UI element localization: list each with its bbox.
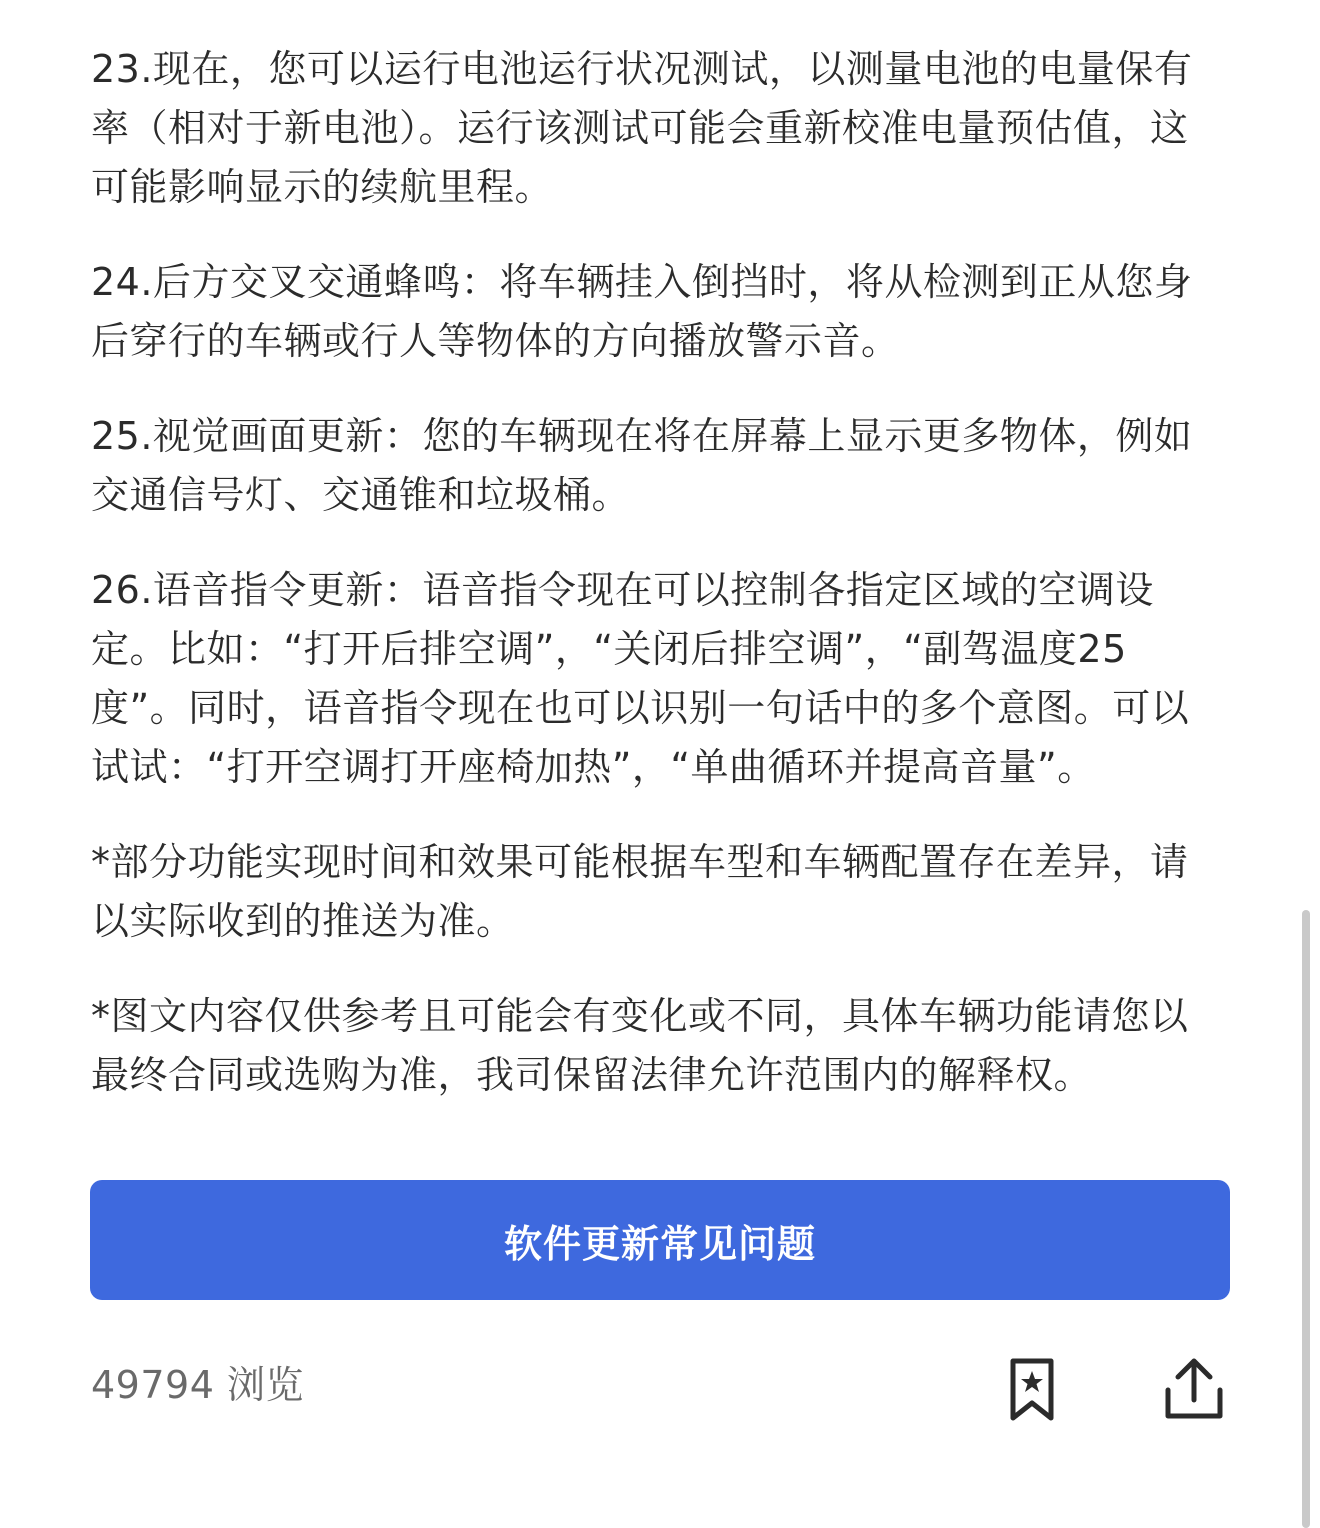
view-count: 49794 浏览 [91, 1363, 304, 1407]
paragraph-battery-test: 23.现在，您可以运行电池运行状况测试，以测量电池的电量保有率（相对于新电池）。运行该测试可能会重新校准电量预估值，这可能影响显示的续航里程。 [91, 47, 1193, 209]
software-update-faq-button[interactable]: 软件更新常见问题 [90, 1180, 1230, 1300]
scrollbar-thumb[interactable] [1302, 910, 1310, 1528]
paragraph-rear-cross-traffic: 24.后方交叉交通蜂鸣：将车辆挂入倒挡时，将从检测到正从您身后穿行的车辆或行人等物体的方向播放警示音。 [91, 260, 1193, 363]
paragraph-disclaimer-features: *部分功能实现时间和效果可能根据车型和车辆配置存在差异，请以实际收到的推送为准。 [91, 840, 1189, 943]
article-body [91, 40, 1211, 1141]
paragraph-voice-command: 26.语音指令更新：语音指令现在可以控制各指定区域的空调设定。比如：“打开后排空调”，“关闭后排空调”，“副驾温度25度”。同时，语音指令现在也可以识别一句话中的多个意图。可以试试：“打开空调打开座椅加热”，“单曲循环并提高音量”。 [91, 568, 1190, 789]
paragraph-disclaimer-legal: *图文内容仅供参考且可能会有变化或不同，具体车辆功能请您以最终合同或选购为准，我司保留法律允许范围内的解释权。 [91, 994, 1189, 1097]
paragraph-visual-update: 25.视觉画面更新：您的车辆现在将在屏幕上显示更多物体，例如交通信号灯、交通锥和垃圾桶。 [91, 414, 1193, 517]
share-icon[interactable] [1158, 1352, 1230, 1424]
bookmark-star-icon[interactable] [996, 1354, 1068, 1426]
